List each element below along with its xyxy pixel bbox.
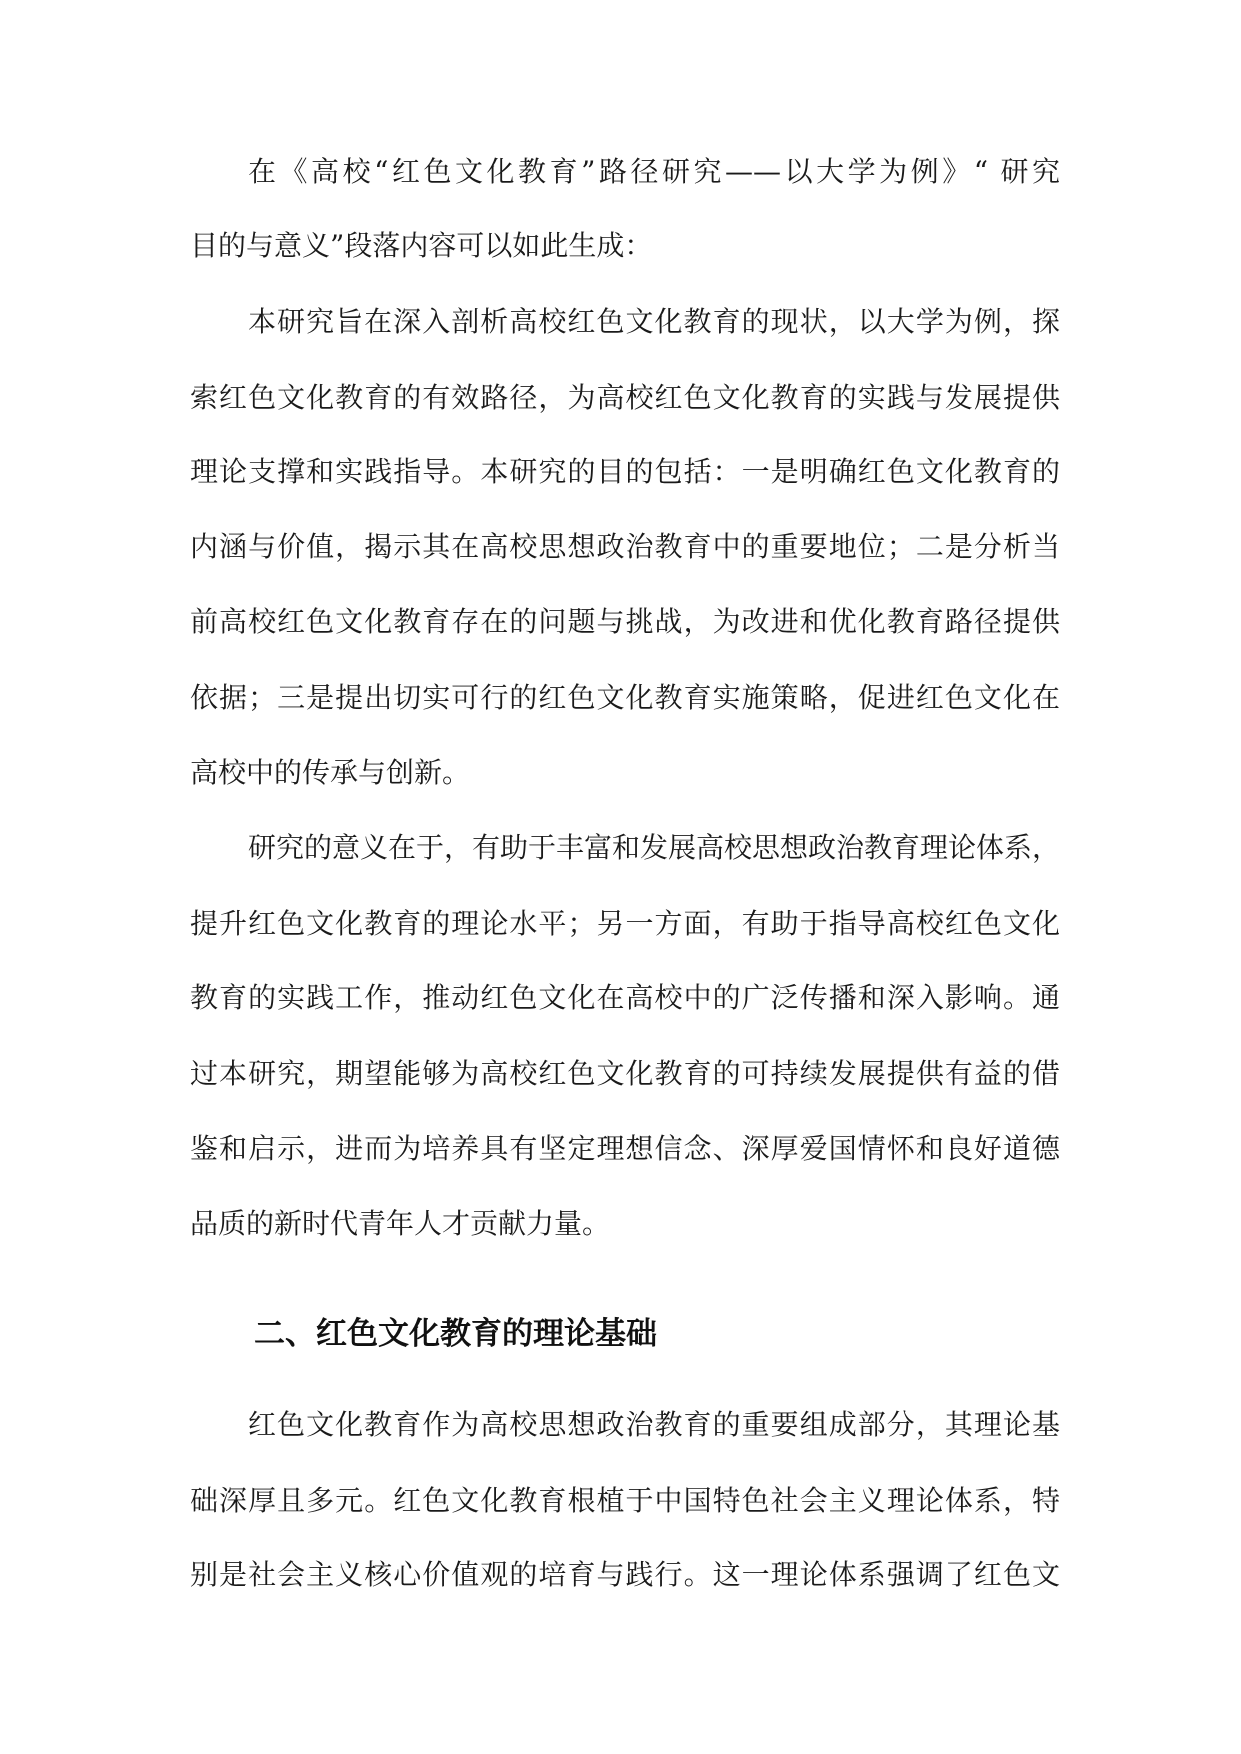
paragraph-4-line-3: 别是社会主义核心价值观的培育与践行。这一理论体系强调了红色文 — [190, 1558, 1060, 1591]
paragraph-4-line-2: 础深厚且多元。红色文化教育根植于中国特色社会主义理论体系，特 — [190, 1484, 1060, 1517]
paragraph-3-line-1: 研究的意义在于，有助于丰富和发展高校思想政治教育理论体系， — [248, 831, 1060, 864]
paragraph-4-line-1: 红色文化教育作为高校思想政治教育的重要组成部分，其理论基 — [248, 1408, 1060, 1441]
section-heading: 二、红色文化教育的理论基础 — [254, 1316, 657, 1352]
paragraph-1-line-2: 目的与意义”段落内容可以如此生成： — [190, 229, 653, 262]
paragraph-2-line-7: 高校中的传承与创新。 — [190, 756, 471, 789]
paragraph-3-line-4: 过本研究，期望能够为高校红色文化教育的可持续发展提供有益的借 — [190, 1057, 1060, 1090]
paragraph-2-line-3: 理论支撑和实践指导。本研究的目的包括：一是明确红色文化教育的 — [190, 455, 1060, 488]
paragraph-2-line-5: 前高校红色文化教育存在的问题与挑战，为改进和优化教育路径提供 — [190, 605, 1060, 638]
paragraph-1-line-1: 在《高校“红色文化教育”路径研究——以大学为例》“ 研究 — [248, 155, 1060, 188]
paragraph-2-line-1: 本研究旨在深入剖析高校红色文化教育的现状，以大学为例，探 — [248, 305, 1060, 338]
paragraph-2-line-6: 依据；三是提出切实可行的红色文化教育实施策略，促进红色文化在 — [190, 681, 1060, 714]
paragraph-3-line-3: 教育的实践工作，推动红色文化在高校中的广泛传播和深入影响。通 — [190, 981, 1060, 1014]
paragraph-3-line-2: 提升红色文化教育的理论水平；另一方面，有助于指导高校红色文化 — [190, 907, 1060, 940]
paragraph-3-line-6: 品质的新时代青年人才贡献力量。 — [190, 1207, 611, 1240]
paragraph-3-line-5: 鉴和启示，进而为培养具有坚定理想信念、深厚爱国情怀和良好道德 — [190, 1132, 1060, 1165]
paragraph-2-line-2: 索红色文化教育的有效路径，为高校红色文化教育的实践与发展提供 — [190, 381, 1060, 414]
paragraph-2-line-4: 内涵与价值，揭示其在高校思想政治教育中的重要地位；二是分析当 — [190, 530, 1060, 563]
